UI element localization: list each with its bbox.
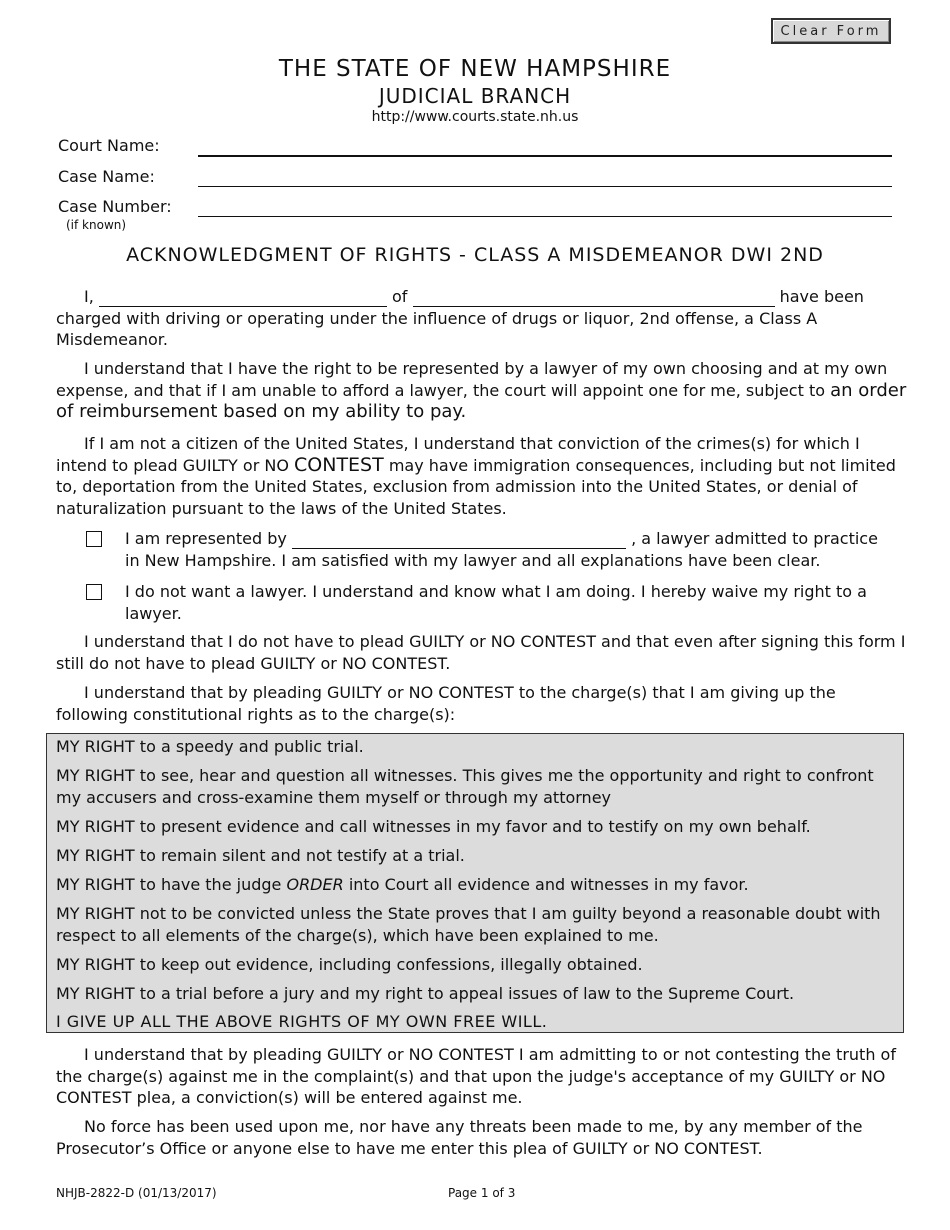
- represented-prefix: I am represented by: [125, 529, 287, 548]
- right-speedy-trial: MY RIGHT to a speedy and public trial.: [56, 737, 364, 756]
- right-order-suffix: into Court all evidence and witnesses in my favor.: [348, 875, 749, 894]
- clear-form-button[interactable]: Clear Form: [771, 18, 891, 44]
- admitting-paragraph: [56, 1044, 912, 1109]
- not-required-paragraph: [56, 631, 912, 674]
- citizen-text-2: may have immigration consequences, including but not limited to, deportation from the United States, exclusion from admission into the United States, or denial of naturalization pursuant to the laws of the United States.: [56, 455, 896, 518]
- no-lawyer-option: I do not want a lawyer. I understand and know what I am doing. I hereby waive my right to a lawyer.: [125, 582, 867, 623]
- intro-continuation: charged with driving or operating under the influence of drugs or liquor, 2nd offense, a Class A Misdemeanor.: [56, 308, 818, 349]
- branch-heading: JUDICIAL BRANCH: [378, 84, 572, 108]
- case-name-field[interactable]: [198, 168, 892, 187]
- no-force-paragraph: [56, 1116, 912, 1159]
- right-order-prefix: MY RIGHT to have the judge: [56, 875, 282, 894]
- represented-checkbox[interactable]: [86, 531, 102, 547]
- right-present-evidence: MY RIGHT to present evidence and call witnesses in my favor and to testify on my own behalf.: [56, 817, 811, 836]
- defendant-name-field[interactable]: [99, 290, 387, 307]
- represented-line-2: in New Hampshire. I am satisfied with my lawyer and all explanations have been clear.: [125, 551, 821, 570]
- represented-suffix: , a lawyer admitted to practice: [631, 529, 878, 548]
- intro-of: of: [392, 287, 408, 306]
- state-heading: THE STATE OF NEW HAMPSHIRE: [278, 56, 672, 82]
- court-url: http://www.courts.state.nh.us: [371, 109, 579, 125]
- represented-option: [125, 528, 895, 572]
- rights-waiver: I GIVE UP ALL THE ABOVE RIGHTS OF MY OWN FREE WILL.: [56, 1012, 548, 1031]
- intro-prefix: I,: [84, 287, 94, 306]
- right-keep-out-evidence: MY RIGHT to keep out evidence, including confessions, illegally obtained.: [56, 955, 643, 974]
- court-name-field[interactable]: [198, 137, 892, 157]
- case-number-label: Case Number:: [58, 197, 172, 216]
- page-number: Page 1 of 3: [448, 1186, 516, 1200]
- right-witnesses: MY RIGHT to see, hear and question all witnesses. This gives me the opportunity and right to confront my accusers and cross-examine them myself or through my attorney: [56, 766, 874, 807]
- right-jury-trial: MY RIGHT to a trial before a jury and my right to appeal issues of law to the Supreme Court.: [56, 984, 795, 1003]
- court-name-label: Court Name:: [58, 136, 160, 155]
- lawyer-right-tail: an order of reimbursement based on my ability to pay.: [56, 379, 907, 422]
- no-lawyer-checkbox[interactable]: [86, 584, 102, 600]
- admitting-text: I understand that by pleading GUILTY or NO CONTEST I am admitting to or not contesting the truth of the charge(s) against me in the complaint(s) and that upon the judge's acceptance of my GUILTY or NO CONTEST plea, a conviction(s) will be entered against me.: [56, 1045, 896, 1107]
- defendant-address-field[interactable]: [413, 290, 775, 307]
- lawyer-right-text: I understand that I have the right to be represented by a lawyer of my own choosing and at my own expense, and that if I am unable to afford a lawyer, the court will appoint one for me, subject to: [56, 359, 888, 400]
- citizen-contest-word: CONTEST: [294, 453, 384, 476]
- intro-suffix: have been: [779, 287, 864, 306]
- citizen-text-1: If I am not a citizen of the United States, I understand that conviction of the crimes(s) for which I intend to plead GUILTY or NO: [56, 434, 860, 475]
- lawyer-name-field[interactable]: [292, 532, 626, 549]
- case-number-field[interactable]: [198, 198, 892, 217]
- lawyer-right-paragraph: [56, 358, 912, 423]
- case-number-hint: (if known): [66, 218, 127, 232]
- giving-up-paragraph: [56, 682, 912, 725]
- form-id: NHJB-2822-D (01/13/2017): [56, 1186, 217, 1200]
- giving-up-text: I understand that by pleading GUILTY or NO CONTEST to the charge(s) that I am giving up the following constitutional rights as to the charge(s):: [56, 683, 836, 724]
- intro-paragraph: [56, 286, 912, 351]
- right-remain-silent: MY RIGHT to remain silent and not testify at a trial.: [56, 846, 465, 865]
- right-order-italic: ORDER: [286, 875, 344, 894]
- right-judge-order: [56, 874, 896, 896]
- document-title: ACKNOWLEDGMENT OF RIGHTS - CLASS A MISDEMEANOR DWI 2ND: [126, 244, 824, 266]
- case-name-label: Case Name:: [58, 167, 155, 186]
- not-required-text: I understand that I do not have to plead GUILTY or NO CONTEST and that even after signing this form I still do not have to plead GUILTY or NO CONTEST.: [56, 632, 906, 673]
- right-reasonable-doubt: MY RIGHT not to be convicted unless the State proves that I am guilty beyond a reasonable doubt with respect to all elements of the charge(s), which have been explained to me.: [56, 904, 881, 945]
- citizen-paragraph: [56, 433, 912, 519]
- no-force-text: No force has been used upon me, nor have any threats been made to me, by any member of the Prosecutor’s Office or anyone else to have me enter this plea of GUILTY or NO CONTEST.: [56, 1117, 863, 1158]
